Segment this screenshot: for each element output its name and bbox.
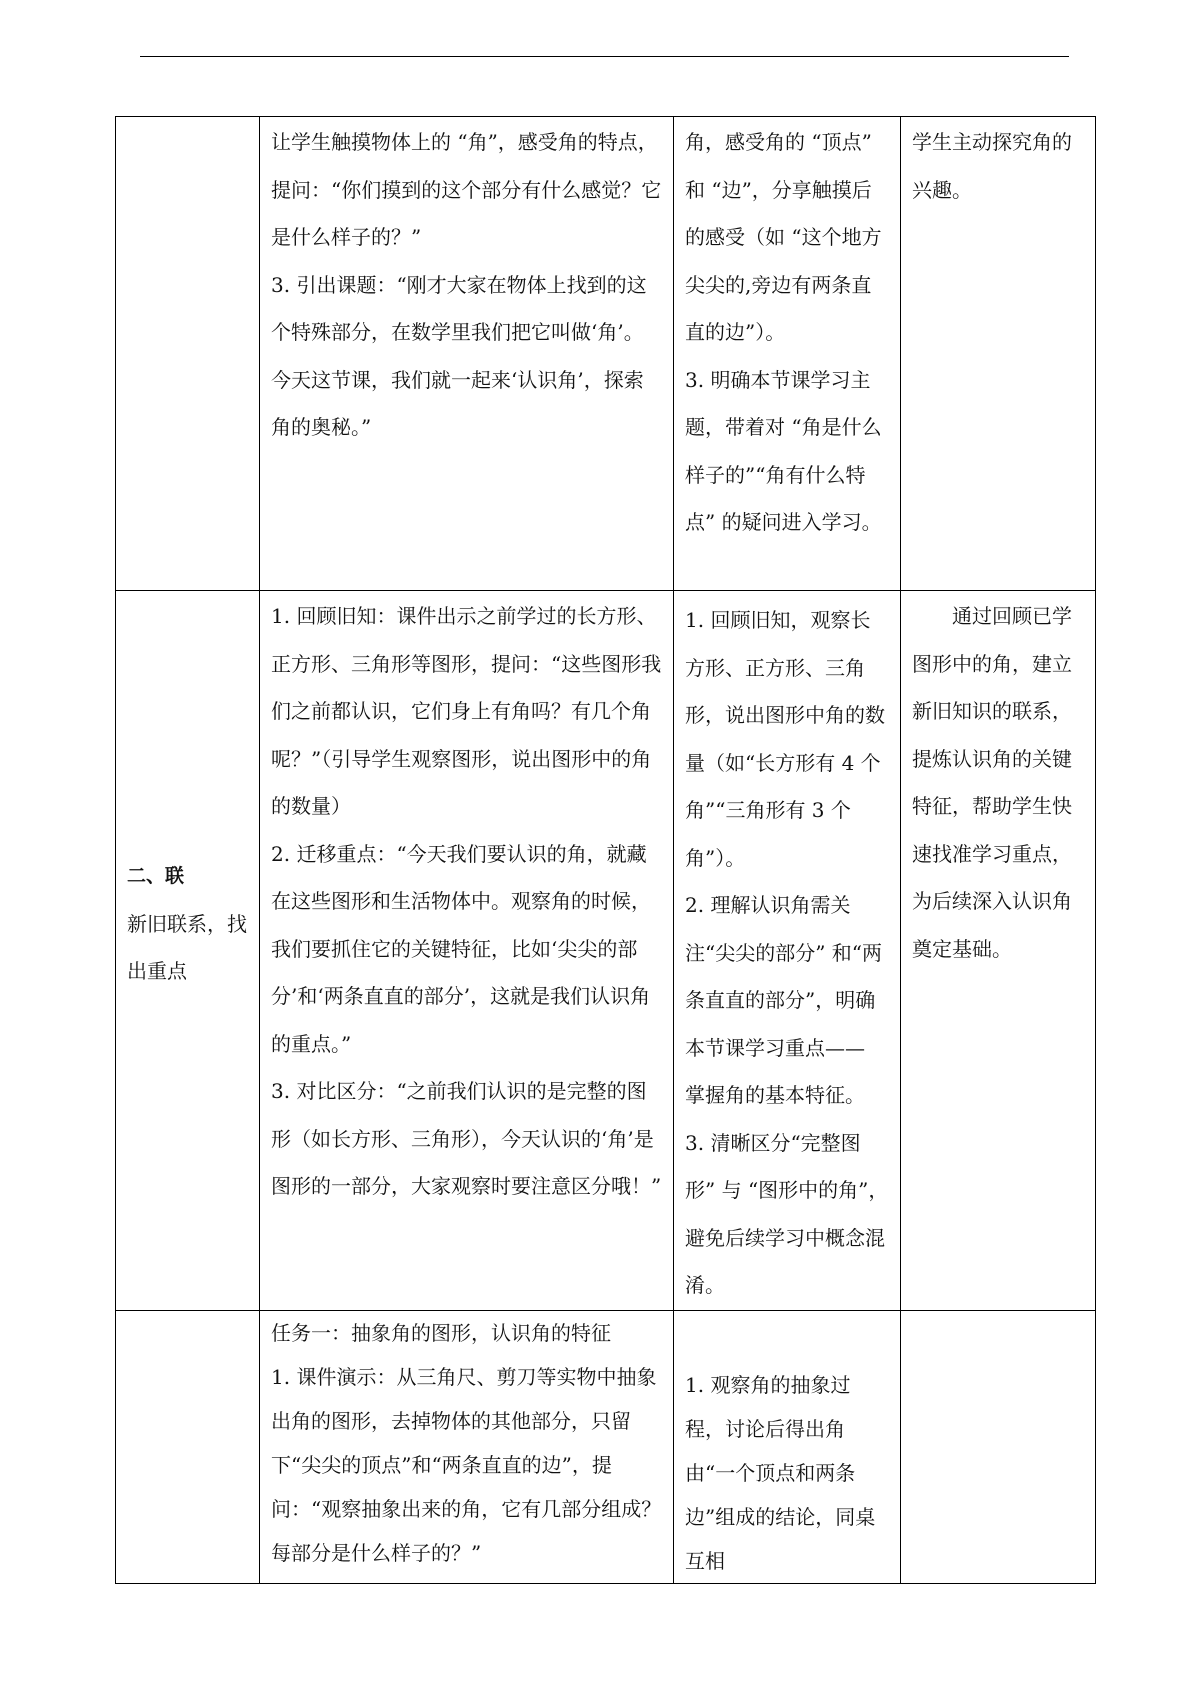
student-activity-cell: [674, 117, 901, 591]
teacher-activity-text: 让学生触摸物体上的 “角”，感受角的特点，提问：“你们摸到的这个部分有什么感觉？它是什么样子的？” 3. 引出课题：“刚才大家在物体上找到的这个特殊部分，在数学里我们把它叫做‘角’。今天这节课，我们就一起来‘认识角’，探索角的奥秘。”: [271, 130, 662, 439]
teacher-activity-text: 1. 回顾旧知：课件出示之前学过的长方形、正方形、三角形等图形，提问：“这些图形我们之前都认识，它们身上有角吗？有几个角呢？”（引导学生观察图形，说出图形中的角的数量） 2. 迁移重点：“今天我们要认识的角，就藏在这些图形和生活物体中。观察角的时候，我们要抓住它的关键特征，比如‘尖尖的部分’和‘两条直直的部分’，这就是我们认识角的重点。” 3. 对比区分：“之前我们认识的是完整的图形（如长方形、三角形），今天认识的‘角’是图形的一部分，大家观察时要注意区分哦！”: [271, 604, 662, 1198]
design-intent-cell: [901, 591, 1096, 1311]
design-intent-cell: [901, 1310, 1096, 1583]
lesson-plan-table: [115, 116, 1096, 1584]
teacher-activity-cell: [260, 591, 674, 1311]
stage-cell: [116, 591, 260, 1311]
design-intent-cell: [901, 117, 1096, 591]
stage-cell: [116, 117, 260, 591]
table-row: [116, 1310, 1096, 1583]
student-activity-text: 角，感受角的 “顶点” 和 “边”，分享触摸后的感受（如 “这个地方尖尖的,旁边有两条直直的边”）。 3. 明确本节课学习主题，带着对 “角是什么样子的”“角有什么特点” 的疑问进入学习。: [685, 130, 882, 534]
student-activity-text: 1. 观察角的抽象过程，讨论后得出角由“一个顶点和两条边”组成的结论，同桌互相: [685, 1372, 876, 1573]
stage-cell: [116, 1310, 260, 1583]
table-row: [116, 591, 1096, 1311]
student-activity-cell: [674, 591, 901, 1311]
teacher-activity-cell: [260, 1310, 674, 1583]
student-activity-cell: [674, 1310, 901, 1583]
stage-subtitle: 新旧联系，找出重点: [127, 911, 247, 983]
design-intent-text: 通过回顾已学图形中的角，建立新旧知识的联系，提炼认识角的关键特征，帮助学生快速找准学习重点，为后续深入认识角奠定基础。: [912, 604, 1072, 961]
student-activity-text: 1. 回顾旧知，观察长方形、正方形、三角形，说出图形中角的数量（如“长方形有 4 个角”“三角形有 3 个角”）。 2. 理解认识角需关注“尖尖的部分” 和“两条直直的部分”，明确本节课学习重点—— 掌握角的基本特征。 3. 清晰区分“完整图形” 与 “图形中的角”，避免后续学习中概念混淆。: [685, 608, 889, 1297]
design-intent-text: 学生主动探究角的兴趣。: [912, 130, 1072, 202]
header-rule: [140, 56, 1069, 57]
stage-title: 二、联: [127, 865, 185, 887]
teacher-activity-text: 任务一：抽象角的图形，认识角的特征 1. 课件演示：从三角尺、剪刀等实物中抽象出角的图形，去掉物体的其他部分，只留下“尖尖的顶点”和“两条直直的边”，提问：“观察抽象出来的角，它有几部分组成？每部分是什么样子的？”: [271, 1320, 662, 1565]
teacher-activity-cell: [260, 117, 674, 591]
table-row: [116, 117, 1096, 591]
